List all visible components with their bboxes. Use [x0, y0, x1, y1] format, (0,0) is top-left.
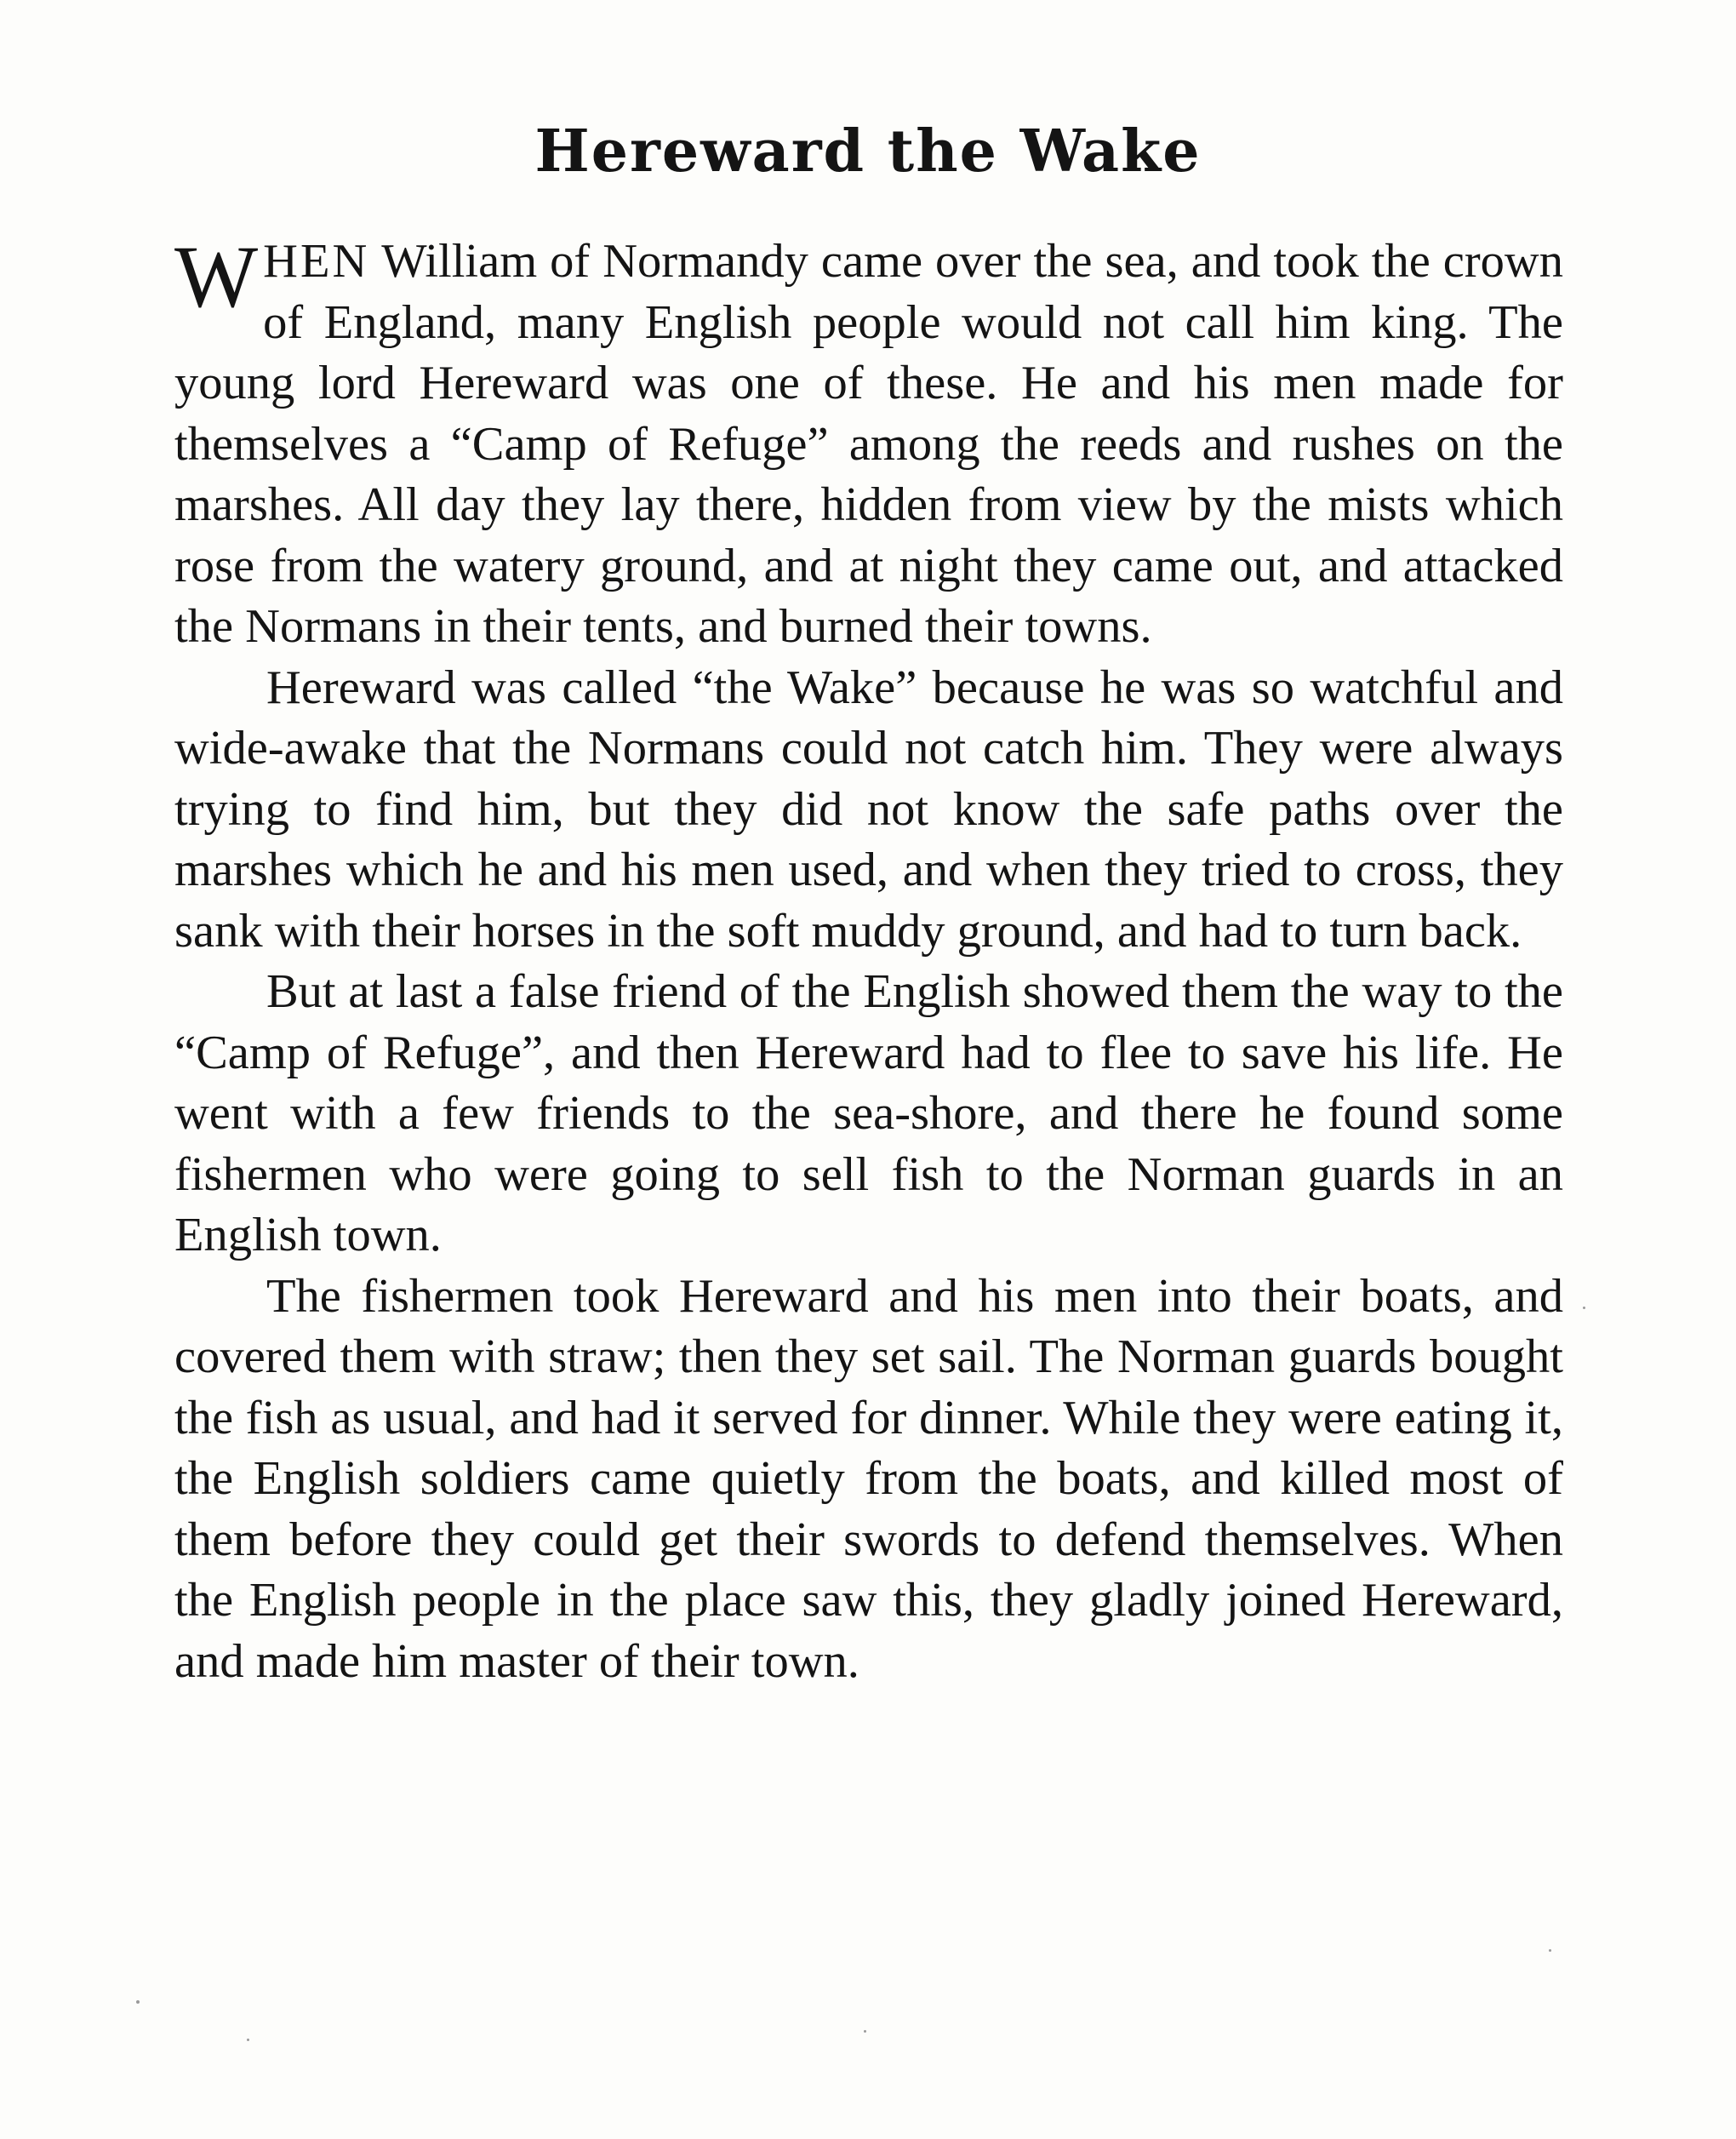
page-title: Hereward the Wake [534, 117, 1202, 186]
paragraph-1-text: William of Normandy came over the sea, and took the crown of England, many English people would not call him king. The young lord Hereward was one of these. He and his men made for themselves a “Camp of Refuge” among the reeds and rushes on the marshes. All day they lay there, hidden from view by the mists which rose from the watery ground, and at night they came out, and attacked the Normans in their tents, and burned their towns. [174, 235, 1563, 653]
paragraph-2: Hereward was called “the Wake” because he was so watchful and wide-awake that the Normans could not catch him. They were always trying to find him, but they did not know the safe paths over the marshes which he and his men used, and when they tried to cross, they sank with their horses in the soft muddy ground, and had to turn back. [174, 661, 1563, 958]
scan-speck [864, 2030, 866, 2033]
paragraph-4: The fishermen took Hereward and his men into their boats, and covered them with straw; then they set sail. The Norman guards bought the fish as usual, and had it served for dinner. While they were eating it, the English soldiers came quietly from the boats, and killed most of them before they could get their swords to defend themselves. When the English people in the place saw this, they gladly joined Hereward, and made him master of their town. [174, 1269, 1563, 1688]
story-body [174, 228, 1563, 1692]
opening-caps: HEN [263, 235, 370, 288]
paragraph-1 [174, 228, 1563, 658]
drop-cap: W [174, 228, 259, 326]
scan-speck [1583, 1307, 1585, 1309]
paragraph-3: But at last a false friend of the English showed them the way to the “Camp of Refuge”, and then Hereward had to flee to save his life. He went with a few friends to the sea-shore, and there he found some fishermen who were going to sell fish to the Norman guards in an English town. [174, 965, 1563, 1261]
scan-speck [136, 2000, 140, 2004]
scan-speck [247, 2039, 249, 2041]
scan-speck [1549, 1949, 1551, 1952]
